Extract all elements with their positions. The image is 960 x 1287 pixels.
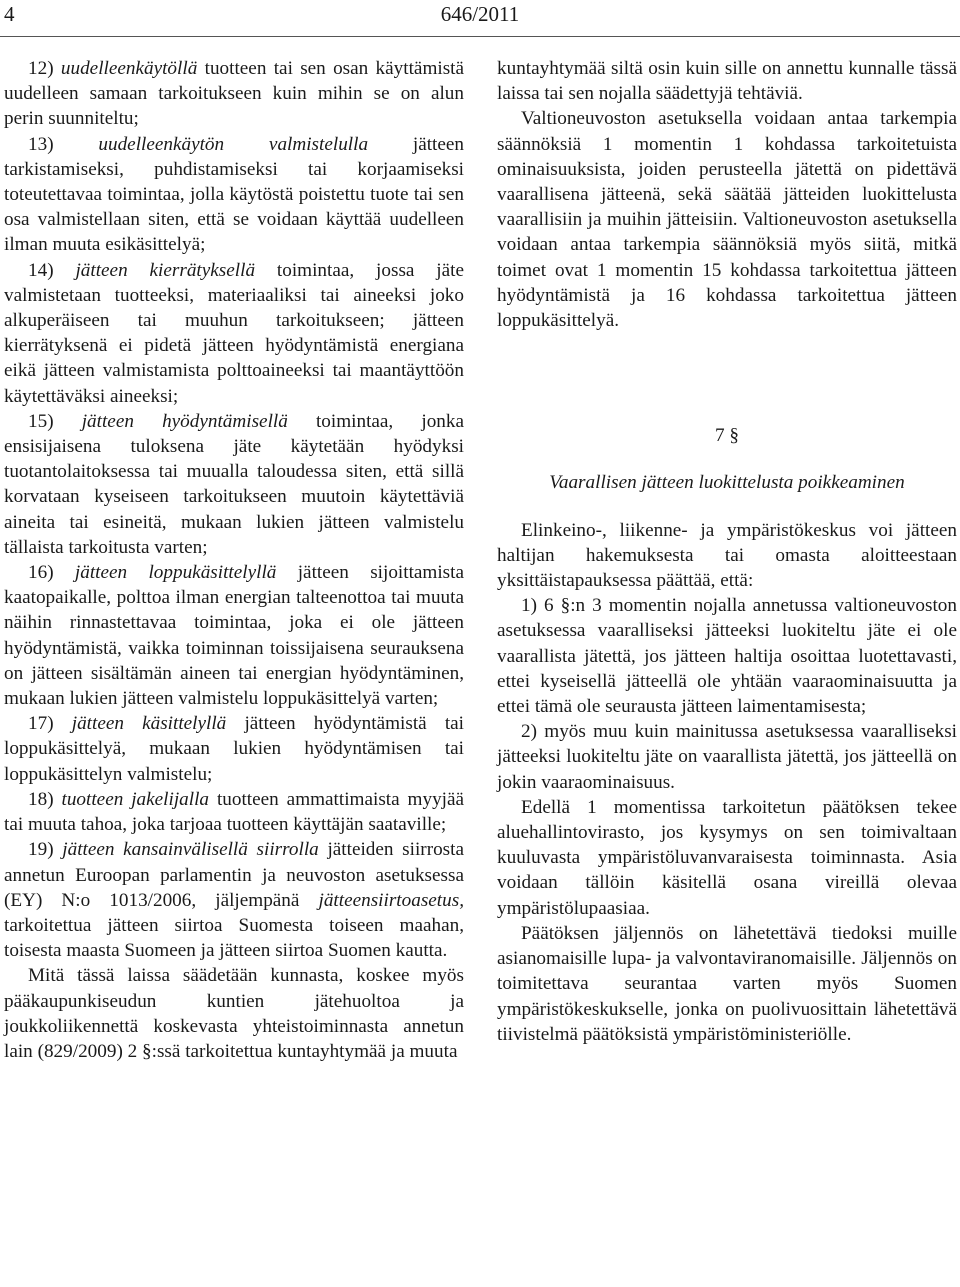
page-number: 4 — [4, 2, 15, 26]
section-title: Vaarallisen jätteen luokittelusta poikkeaminen — [549, 472, 905, 494]
definition-14: 14) jätteen kierrätyksellä toimintaa, jossa jäte valmistetaan tuotteeksi, materiaaliksi tai aineeksi joko alkuperäiseen tai muuhun tarkoitukseen; jätteen kierrätyksenä ei pidetä jätteen hyödyntämistä energiana eikä jätteen valmistamista polttoaineeksi tai maantäyttöön käytettäväksi aineeksi; — [4, 259, 465, 407]
paragraph-continuation: kuntayhtymää siltä osin kuin sille on annettu kunnalle tässä laissa tai sen nojalla säädettyjä tehtäviä. — [497, 58, 957, 105]
paragraph-municipality: Mitä tässä laissa säädetään kunnasta, koskee myös pääkaupunkiseudun kuntien jätehuoltoa ja joukkoliikennettä koskevasta yhteistoiminnasta annetun lain (829/2009) 2 §:ssä tarkoitettua kuntayhtymää ja muuta — [4, 965, 464, 1062]
paragraph-copy: Päätöksen jäljennös on lähetettävä tiedoksi muille asianomaisille lupa- ja valvontaviranomaisille. Jäljennös on toimitettava seurantaa varten myös Suomen ympäristökeskukselle, jonka on puolivuosittain lähetettävä tiivistelmä päätöksistä ympäristöministeriölle. — [497, 922, 957, 1045]
definition-17: 17) jätteen käsittelyllä jätteen hyödyntämistä tai loppukäsittelyä, mukaan lukien hyödyntämisen tai loppukäsittelyn valmistelu; — [4, 713, 465, 785]
left-column — [4, 56, 464, 1064]
definition-12: 12) uudelleenkäytöllä tuotteen tai sen osan käyttämistä uudelleen samaan tarkoitukseen kuin mihin se on alun perin suunniteltu; — [4, 58, 465, 130]
definition-18: 18) tuotteen jakelijalla tuotteen ammattimaista myyjää tai muuta tahoa, joka tarjoaa tuotteen käyttäjän saataville; — [4, 788, 465, 836]
definition-15: 15) jätteen hyödyntämisellä toimintaa, jonka ensisijaisena tuloksena jäte käytetään hyödyksi tuotantolaitoksessa tai muualla taloudessa siten, että sillä korvataan kyseiseen tarkoitukseen muutoin käytettäviä aineita tai esineitä, mukaan lukien jätteen valmistelu tällaista tarkoitusta varten; — [4, 410, 464, 558]
header-rule — [0, 36, 960, 37]
paragraph-item-2: 2) myös muu kuin mainitussa asetuksessa vaaralliseksi jätteeksi luokiteltu jäte on vaarallista jätettä, jos jätteellä on jokin vaaraominaisuus. — [497, 721, 957, 793]
paragraph-decree: Valtioneuvoston asetuksella voidaan antaa tarkempia säännöksiä 1 momentin 1 kohdassa tarkoitetuista ominaisuuksista, joiden perusteella jätettä on pidettävä vaarallisena jätteenä, sekä säätää jätteiden luokittelusta vaarallisiin ja muihin jätteisiin. Valtioneuvoston asetuksella voidaan antaa tarkempia säännöksiä myös siitä, mitkä toimet ovat 1 momentin 15 kohdassa tarkoitettua jätteen hyödyntämistä ja 16 kohdassa tarkoitettua jätteen loppukäsittelyä. — [497, 108, 957, 332]
definition-13: 13) uudelleenkäytön valmistelulla jätteen tarkistamiseksi, puhdistamiseksi tai korjaamiseksi toteutettavaa toimintaa, jolla käytöstä poistettu tuote tai sen osa valmistellaan siten, että se voidaan käyttää uudelleen ilman muuta esikäsittelyä; — [4, 133, 465, 256]
definition-19: 19) jätteen kansainvälisellä siirrolla jätteiden siirrosta annetun Euroopan parlamentin ja neuvoston asetuksessa (EY) N:o 1013/2006, jäljempänä jätteensiirtoasetus, tarkoitettua jätteen siirtoa Suomesta toiseen maahan, toisesta maasta Suomeen ja jätteen siirtoa Suomen kautta. — [4, 839, 464, 962]
definition-16: 16) jätteen loppukäsittelyllä jätteen sijoittamista kaatopaikalle, polttoa ilman energian talteenottoa tai muuta näihin rinnastettavaa toimintaa, joka ei ole jätteen hyödyntämistä, vaikka toiminnan toissijaisena seurauksena on jätteen sisältämän aineen tai energian hyödyntäminen, mukaan lukien jätteen valmistelu loppukäsittelyä varten; — [4, 562, 464, 710]
paragraph-regional-agency: Edellä 1 momentissa tarkoitetun päätöksen tekee aluehallintovirasto, jos kysymys on sen toimivaltaan kuuluvasta ympäristöluvanvaraisesta toiminnasta. Asia voidaan tällöin käsitellä osana vireillä olevaa ympäristölupaasiaa. — [497, 796, 957, 919]
document-id: 646/2011 — [440, 2, 520, 26]
right-column — [497, 56, 957, 1047]
section-number: 7 § — [715, 425, 739, 447]
paragraph-item-1: 1) 6 §:n 3 momentin nojalla annetussa valtioneuvoston asetuksessa vaaralliseksi jätteeksi luokiteltu jäte ei ole vaarallista jätettä, jos jätteen haltija osoittaa luotettavasti, ettei kyseisellä jätteellä ole yhtään vaaraominaisuutta ja ettei tämä ole seurausta jätteen laimentamisesta; — [497, 595, 957, 718]
paragraph-centre: Elinkeino-, liikenne- ja ympäristökeskus voi jätteen haltijan hakemuksesta tai omasta aloitteestaan yksittäistapauksessa päättää, että: — [497, 519, 957, 592]
